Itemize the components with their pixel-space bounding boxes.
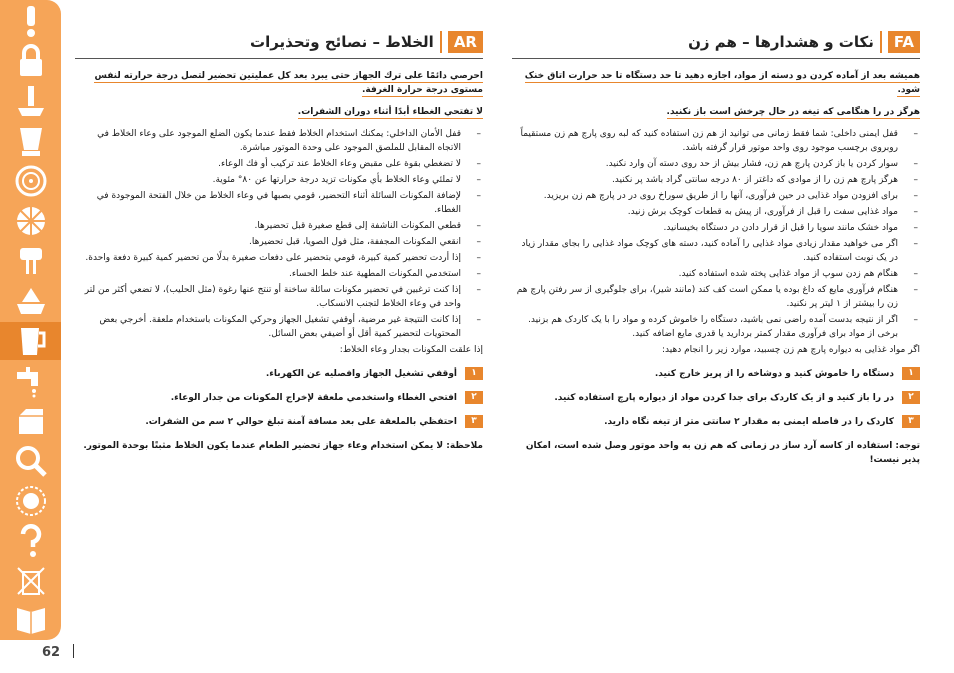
list-item: – هنگام فرآوری مایع که داغ بوده یا ممکن است کف کند (مانند شیر)، برای جلوگیری از سر رفتن پارچ هم زن را بیشتر از ۱ لیتر پر نکنید. <box>512 283 920 311</box>
storage-box-icon[interactable] <box>0 402 61 440</box>
intro-warning-ar: احرصي دائمًا على ترك الجهاز حتى يبرد بعد كل عمليتين تحضير لتصل درجة حرارته لنفس مستوى درجة حرارة الغرفة. <box>94 71 483 95</box>
step-number: ۱ <box>902 367 920 380</box>
blender-jug-icon[interactable] <box>0 122 61 160</box>
step-text: افتحي الغطاء واستخدمي ملعقة لإخراج المكونات من جدار الوعاء. <box>170 393 457 403</box>
after-text-fa: اگر مواد غذایی به دیواره پارچ هم زن چسبید، موارد زیر را انجام دهید: <box>661 345 920 355</box>
list-item: – اگر از نتیجه بدست آمده راضی نمی باشید، دستگاه را خاموش کرده و مواد را با یک کاردک هم بزنید. برخی از مواد برای فرآوری مقدار کمتر بردارید یا قدری مایع اضافه کنید. <box>512 313 920 341</box>
sidebar <box>0 0 61 640</box>
step-text: کاردک را در فاصله ایمنی به مقدار ۲ سانتی متر از تیغه نگاه دارید. <box>604 417 894 427</box>
language-badge-fa: FA <box>888 31 920 53</box>
list-item: – مواد غذایی سفت را قبل از فرآوری، از پیش به قطعات کوچک برش زنید. <box>512 205 920 219</box>
step-text: أوقفي تشغيل الجهاز وافصليه عن الكهرباء. <box>265 369 457 379</box>
list-item: – لا تملئي وعاء الخلاط بأي مكونات تزيد درجة حرارتها عن ٨٠° مئوية. <box>75 173 483 187</box>
padlock-icon[interactable] <box>0 42 61 80</box>
citrus-slice-icon[interactable] <box>0 162 61 200</box>
bullet-list-fa <box>512 127 920 341</box>
recycle-globe-icon[interactable] <box>0 482 61 520</box>
list-item: – قفل ایمنی داخلی: شما فقط زمانی می توانید از هم زن استفاده کنید که لبه روی پارچ هم زن مستقیماً روبروی برچسب موجود روی واحد موتور قرار گرفته باشد. <box>512 127 920 155</box>
list-item: – إذا كنت ترغبين في تحضير مكونات سائلة ساخنة أو تنتج عنها رغوة (مثل الحليب)، لا تضعي أكثر من لتر واحد في وعاء الخلاط لتجنب الانسكاب. <box>75 283 483 311</box>
note-fa: توجه: استفاده از کاسه آرد ساز در زمانی که هم زن به واحد موتور وصل شده است، امکان پذیر نیست! <box>525 441 920 465</box>
question-icon[interactable] <box>0 522 61 560</box>
list-item: – انقعي المكونات المجففة، مثل فول الصويا، قبل تحضيرها. <box>75 235 483 249</box>
list-item: – هرگز پارچ هم زن را از موادی که داغتر از ۸۰ درجه سانتی گراد باشد پر نکنید. <box>512 173 920 187</box>
language-badge-ar: AR <box>448 31 483 53</box>
header-divider <box>440 31 442 53</box>
list-item: – سوار کردن یا باز کردن پارچ هم زن، فشار بیش از حد روی دسته آن وارد نکنید. <box>512 157 920 171</box>
step-number: ٣ <box>465 415 483 428</box>
list-item: – لا تضغطي بقوة على مقبض وعاء الخلاط عند تركيب أو فك الوعاء. <box>75 157 483 171</box>
step-text: دستگاه را خاموش کنید و دوشاخه را از پریز خارج کنید. <box>654 369 894 379</box>
list-item: – لإضافة المكونات السائلة أثناء التحضير، قومي بصبها في وعاء الخلاط من خلال الفتحة الموجودة في الغطاء. <box>75 189 483 217</box>
list-item: – مواد خشک مانند سویا را قبل از قرار دادن در دستگاه بخیسانید. <box>512 221 920 235</box>
after-text-ar: إذا علقت المكونات بجدار وعاء الخلاط: <box>339 345 483 355</box>
list-item: – استخدمي المكونات المطهية عند خلط الحساء. <box>75 267 483 281</box>
magnifier-icon[interactable] <box>0 442 61 480</box>
list-item: – قطعي المكونات الناشفة إلى قطع صغيرة قبل تحضيرها. <box>75 219 483 233</box>
persian-column <box>512 30 920 467</box>
header-divider <box>880 31 882 53</box>
step-ar <box>75 391 483 405</box>
list-item: – برای افزودن مواد غذایی در حین فرآوری، آنها را از طریق سوراخ روی در در پارچ هم زن بریزید. <box>512 189 920 203</box>
step-fa <box>512 415 920 429</box>
section-header-fa <box>512 30 920 59</box>
step-text: احتفظي بالملعقة على بعد مسافة آمنة تبلغ حوالي ٢ سم من الشفرات. <box>145 417 457 427</box>
manual-book-icon[interactable] <box>0 600 61 638</box>
note-ar: ملاحظة: لا يمكن استخدام وعاء جهاز تحضير الطعام عندما يكون الخلاط مثبتًا بوحدة الموتور. <box>83 441 483 451</box>
step-fa <box>512 367 920 381</box>
list-item: – إذا كانت النتيجة غير مرضية، أوقفي تشغيل الجهاز وحركي المكونات باستخدام ملعقة. أخرجي بعض المحتويات لتحضير كمية أقل أو أضيفي بعض السائل. <box>75 313 483 341</box>
step-number: ١ <box>465 367 483 380</box>
page-number: 62 <box>42 645 61 660</box>
arabic-column <box>75 30 483 453</box>
subheading-ar: لا تفتحي الغطاء أبدًا أثناء دوران الشفرات. <box>297 107 483 117</box>
section-title-fa: نکات و هشدارها – هم زن <box>688 33 874 51</box>
faucet-icon[interactable] <box>0 362 61 400</box>
step-ar <box>75 367 483 381</box>
section-header-ar <box>75 30 483 59</box>
jug-icon[interactable] <box>0 322 61 360</box>
exclamation-icon[interactable] <box>0 2 61 40</box>
step-number: ۳ <box>902 415 920 428</box>
cutting-disc-icon[interactable] <box>0 202 61 240</box>
crossed-bin-icon[interactable] <box>0 562 61 600</box>
intro-warning-fa: همیشه بعد از آماده کردن دو دسته از مواد، اجازه دهید تا حد دستگاه تا حد حرارت اتاق خنک شود. <box>524 71 920 95</box>
list-item: – قفل الأمان الداخلي: يمكنك استخدام الخلاط فقط عندما يكون الضلع الموجود على وعاء الخلاط في الاتجاه المقابل للملصق الموجود على وحدة الموتور مباشرة. <box>75 127 483 155</box>
list-item: – إذا أردت تحضير كمية كبيرة، قومي بتحضير على دفعات صغيرة بدلًا من تحضير كمية كبيرة دفعة واحدة. <box>75 251 483 265</box>
mixer-icon[interactable] <box>0 242 61 280</box>
list-item: – هنگام هم زدن سوپ از مواد غذایی پخته شده استفاده کنید. <box>512 267 920 281</box>
step-ar <box>75 415 483 429</box>
juicer-icon[interactable] <box>0 282 61 320</box>
section-title-ar: الخلاط – نصائح وتحذيرات <box>250 33 434 51</box>
list-item: – اگر می خواهید مقدار زیادی مواد غذایی را آماده کنید، دسته های کوچک مواد غذایی را بجای مقدار زیاد در یک نوبت استفاده کنید. <box>512 237 920 265</box>
subheading-fa: هرگز در را هنگامی که تیغه در حال چرخش است باز نکنید. <box>666 107 920 117</box>
step-fa <box>512 391 920 405</box>
step-text: در را باز کنید و از یک کاردک برای جدا کردن مواد از دیواره پارچ استفاده کنید. <box>554 393 894 403</box>
blender-hand-icon[interactable] <box>0 82 61 120</box>
bullet-list-ar <box>75 127 483 341</box>
page-number-divider <box>73 644 74 658</box>
step-number: ۲ <box>902 391 920 404</box>
step-number: ٢ <box>465 391 483 404</box>
